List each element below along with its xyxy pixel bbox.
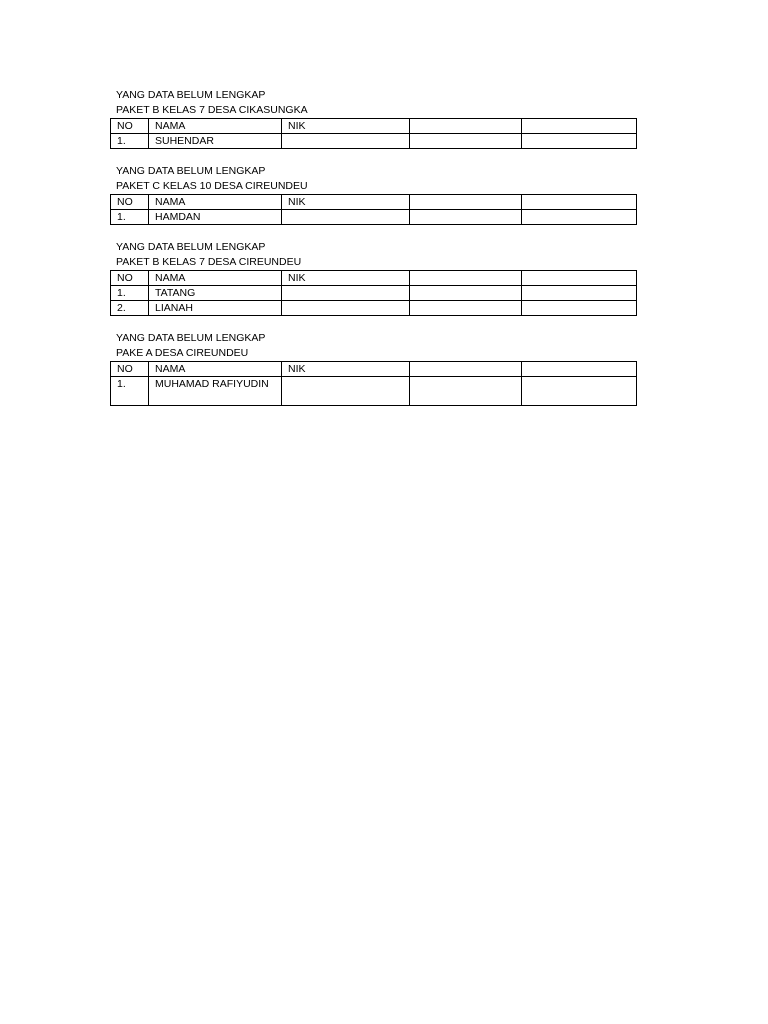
section-paket-c-cireundeu [110,164,637,225]
header-nik: NIK [282,362,410,377]
cell-empty [522,286,637,301]
table-row [111,210,637,225]
section-heading: YANG DATA BELUM LENGKAP [116,332,266,344]
header-nik: NIK [282,119,410,134]
header-nik: NIK [282,271,410,286]
header-empty [410,271,522,286]
section-subheading: PAKET B KELAS 7 DESA CIKASUNGKA [116,104,308,116]
section-heading: YANG DATA BELUM LENGKAP [116,89,266,101]
table-row [111,134,637,149]
data-table [110,361,637,406]
header-no: NO [111,119,149,134]
cell-empty [410,134,522,149]
cell-empty [522,134,637,149]
header-nama: NAMA [149,271,282,286]
cell-nik [282,377,410,406]
header-empty [410,362,522,377]
table-row [111,301,637,316]
header-nama: NAMA [149,119,282,134]
cell-no: 1. [111,210,149,225]
cell-nik [282,134,410,149]
cell-nama: MUHAMAD RAFIYUDIN [149,377,282,406]
cell-no: 2. [111,301,149,316]
cell-empty [410,210,522,225]
cell-empty [410,286,522,301]
header-nik: NIK [282,195,410,210]
data-table [110,270,637,316]
section-subheading: PAKET B KELAS 7 DESA CIREUNDEU [116,256,302,268]
cell-empty [522,210,637,225]
section-paket-b-cikasungka [110,88,637,149]
cell-nik [282,210,410,225]
table-row [111,377,637,406]
cell-nik [282,286,410,301]
header-empty [522,119,637,134]
header-empty [410,195,522,210]
cell-nama: SUHENDAR [149,134,282,149]
cell-no: 1. [111,134,149,149]
cell-no: 1. [111,286,149,301]
table-header-row [111,362,637,377]
cell-nama: TATANG [149,286,282,301]
cell-nama: LIANAH [149,301,282,316]
table-header-row [111,119,637,134]
section-heading: YANG DATA BELUM LENGKAP [116,165,266,177]
section-paket-b-cireundeu [110,240,637,316]
section-heading: YANG DATA BELUM LENGKAP [116,241,266,253]
cell-empty [522,377,637,406]
table-row [111,286,637,301]
section-subheading: PAKE A DESA CIREUNDEU [116,347,249,359]
header-no: NO [111,195,149,210]
table-header-row [111,195,637,210]
section-paket-a-cireundeu [110,331,637,406]
header-empty [522,362,637,377]
cell-empty [410,301,522,316]
table-header-row [111,271,637,286]
header-no: NO [111,362,149,377]
header-no: NO [111,271,149,286]
cell-nama: HAMDAN [149,210,282,225]
header-nama: NAMA [149,362,282,377]
cell-empty [410,377,522,406]
header-empty [522,271,637,286]
data-table [110,118,637,149]
data-table [110,194,637,225]
section-subheading: PAKET C KELAS 10 DESA CIREUNDEU [116,180,308,192]
cell-empty [522,301,637,316]
header-empty [410,119,522,134]
header-empty [522,195,637,210]
header-nama: NAMA [149,195,282,210]
cell-nik [282,301,410,316]
cell-no: 1. [111,377,149,406]
